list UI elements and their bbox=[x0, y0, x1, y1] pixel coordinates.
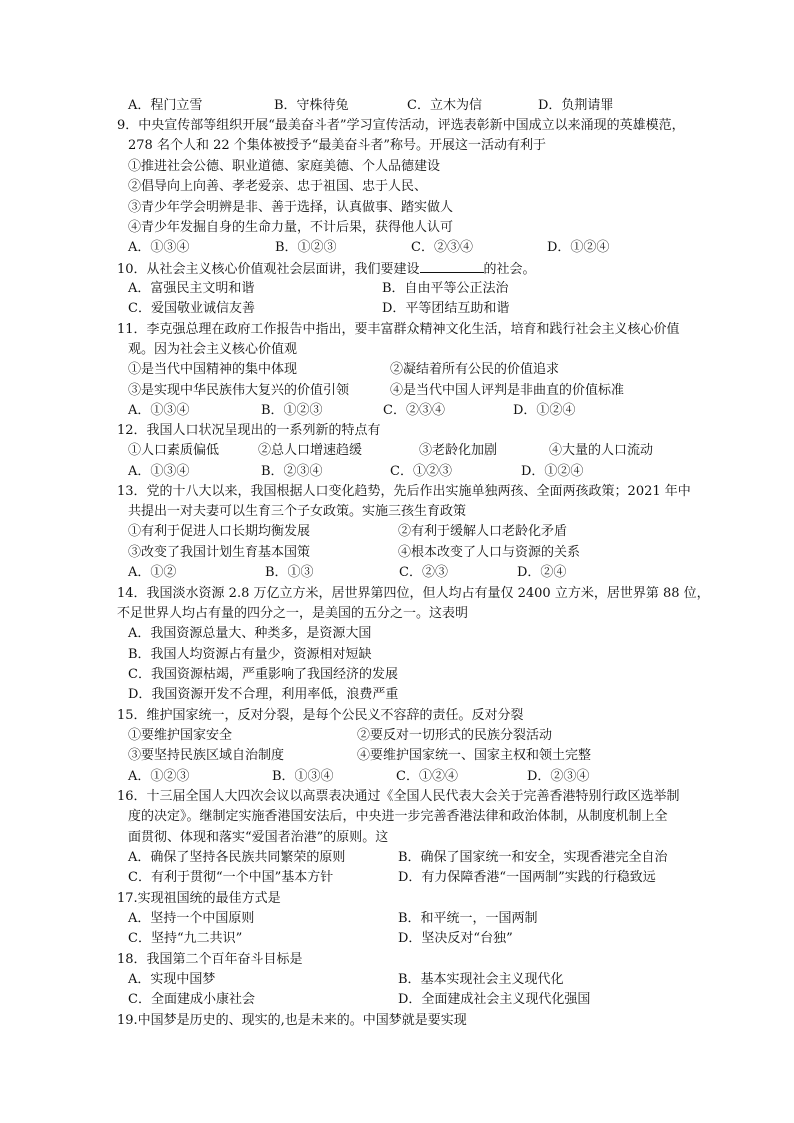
q13-option-d: D．②④ bbox=[517, 565, 567, 580]
q11-item-2: ②凝结着所有公民的价值追求 bbox=[390, 362, 560, 377]
q12-option-a: A．①③④ bbox=[128, 464, 190, 479]
q9-item-3: ③青少年学会明辨是非、善于选择，认真做事、踏实做人 bbox=[128, 200, 454, 215]
q17-options-row-1 bbox=[128, 909, 748, 928]
q14-option-a: A．我国资源总量大、种类多，是资源大国 bbox=[128, 626, 372, 641]
q18-options-row-1 bbox=[128, 970, 748, 989]
q11-item-1: ①是当代中国精神的集中体现 bbox=[128, 362, 298, 377]
q18-option-b: B．基本实现社会主义现代化 bbox=[398, 972, 564, 987]
q8-option-c: C．立木为信 bbox=[407, 98, 482, 113]
q18-stem: 18．我国第二个百年奋斗目标是 bbox=[117, 952, 303, 967]
q11-option-b: B．①②③ bbox=[261, 403, 323, 418]
q17-options-row-2 bbox=[128, 929, 748, 948]
q18-options-row-2 bbox=[128, 990, 748, 1009]
q14-stem-line-2: 不足世界人均占有量的四分之一，是美国的五分之一。这表明 bbox=[117, 606, 469, 621]
q19-stem: 19.中国梦是历史的、现实的,也是未来的。中国梦就是要实现 bbox=[117, 1013, 467, 1028]
q12-option-d: D．①②④ bbox=[521, 464, 584, 479]
q17-stem: 17.实现祖国统的最佳方式是 bbox=[117, 891, 281, 906]
q14-option-c: C．我国资源枯竭，严重影响了我国经济的发展 bbox=[128, 667, 398, 682]
q14-option-d: D．我国资源开发不合理，利用率低，浪费严重 bbox=[128, 687, 399, 702]
q13-items-row-2 bbox=[128, 543, 748, 562]
q18-option-c: C．全面建成小康社会 bbox=[128, 992, 255, 1007]
q13-item-3: ③改变了我国计划生育基本国策 bbox=[128, 545, 311, 560]
q12-item-2: ②总人口增速趋缓 bbox=[258, 443, 363, 458]
q13-item-4: ④根本改变了人口与资源的关系 bbox=[398, 545, 581, 560]
q15-option-d: D．②③④ bbox=[527, 769, 590, 784]
q18-option-d: D．全面建成社会主义现代化强国 bbox=[398, 992, 591, 1007]
q16-options-row-2 bbox=[128, 868, 748, 887]
q15-stem: 15．维护国家统一，反对分裂，是每个公民义不容辞的责任。反对分裂 bbox=[117, 708, 524, 723]
q15-option-b: B．①③④ bbox=[272, 769, 334, 784]
q13-stem-line-1: 13．党的十八大以来，我国根据人口变化趋势，先后作出实施单独两孩、全面两孩政策；2021 年中 bbox=[117, 484, 691, 499]
q12-stem: 12．我国人口状况呈现出的一系列新的特点有 bbox=[117, 423, 381, 438]
q16-option-a: A．确保了坚持各民族共同繁荣的原则 bbox=[128, 850, 346, 865]
q11-option-a: A．①③④ bbox=[128, 403, 190, 418]
q9-stem-line-2: 278 名个人和 22 个集体被授予“最美奋斗者”称号。开展这一活动有利于 bbox=[128, 138, 547, 153]
q11-options bbox=[128, 401, 748, 420]
q16-option-b: B．确保了国家统一和安全，实现香港完全自治 bbox=[398, 850, 668, 865]
q13-option-a: A．①② bbox=[128, 565, 177, 580]
q12-item-4: ④大量的人口流动 bbox=[549, 443, 654, 458]
q16-stem-line-3: 面贯彻、体现和落实“爱国者治港”的原则。这 bbox=[128, 830, 389, 845]
q17-option-a: A．坚持一个中国原则 bbox=[128, 911, 255, 926]
q10-option-b: B．自由平等公正法治 bbox=[382, 281, 509, 296]
q10-options-row-2 bbox=[128, 299, 748, 318]
q15-item-1: ①要维护国家安全 bbox=[128, 728, 233, 743]
q13-option-b: B．①③ bbox=[265, 565, 314, 580]
q11-item-3: ③是实现中华民族伟大复兴的价值引领 bbox=[128, 383, 350, 398]
q12-options bbox=[128, 462, 748, 481]
q12-item-3: ③老龄化加剧 bbox=[419, 443, 498, 458]
q8-options bbox=[128, 96, 748, 115]
q11-option-c: C．②③④ bbox=[383, 403, 445, 418]
q13-item-2: ②有利于缓解人口老龄化矛盾 bbox=[398, 524, 568, 539]
q15-item-4: ④要维护国家统一、国家主权和领土完整 bbox=[357, 748, 592, 763]
q10-stem-before: 10．从社会主义核心价值观社会层面讲，我们要建设 bbox=[117, 262, 420, 277]
q15-option-a: A．①②③ bbox=[128, 769, 190, 784]
q16-option-d: D．有力保障香港“一国两制”实践的行稳致远 bbox=[398, 870, 656, 885]
q15-items-row-1 bbox=[128, 726, 748, 745]
q16-stem-line-1: 16．十三届全国人大四次会议以高票表决通过《全国人民代表大会关于完善香港特别行政区选举制 bbox=[117, 789, 680, 804]
q9-option-c: C．②③④ bbox=[411, 240, 473, 255]
q8-option-d: D．负荆请罪 bbox=[538, 98, 614, 113]
q15-option-c: C．①②④ bbox=[396, 769, 458, 784]
q14-stem-line-1: 14．我国淡水资源 2.8 万亿立方米，居世界第四位，但人均占有量仅 2400 立方米，居世界第 88 位， bbox=[117, 586, 710, 601]
q15-item-2: ②要反对一切形式的民族分裂活动 bbox=[357, 728, 553, 743]
q15-items-row-2 bbox=[128, 746, 748, 765]
q12-option-c: C．①②③ bbox=[390, 464, 452, 479]
q11-option-d: D．①②④ bbox=[513, 403, 576, 418]
q10-answer-blank bbox=[420, 259, 484, 273]
q10-stem-after: 的社会。 bbox=[483, 262, 536, 277]
q16-stem-line-2: 度的决定》。继制定实施香港国安法后，中央进一步完善香港法律和政治体制，从制度机制上全 bbox=[128, 809, 668, 824]
q8-option-a: A．程门立雪 bbox=[128, 98, 203, 113]
q9-option-d: D．①②④ bbox=[547, 240, 610, 255]
q9-options bbox=[128, 238, 748, 257]
q11-stem-line-2: 观。因为社会主义核心价值观 bbox=[128, 342, 298, 357]
q9-stem-line-1: 9．中央宣传部等组织开展“最美奋斗者”学习宣传活动，评选表彰新中国成立以来涌现的英雄模范， bbox=[117, 118, 685, 133]
q11-stem-line-1: 11．李克强总理在政府工作报告中指出，要丰富群众精神文化生活，培育和践行社会主义核心价值 bbox=[117, 322, 680, 337]
q13-option-c: C．②③ bbox=[399, 565, 448, 580]
q13-items-row-1 bbox=[128, 522, 748, 541]
q9-option-a: A．①③④ bbox=[128, 240, 190, 255]
q16-options-row-1 bbox=[128, 848, 748, 867]
q11-item-4: ④是当代中国人评判是非曲直的价值标准 bbox=[390, 383, 625, 398]
q10-option-a: A．富强民主文明和谐 bbox=[128, 281, 255, 296]
q9-item-2: ②倡导向上向善、孝老爱亲、忠于祖国、忠于人民、 bbox=[128, 179, 428, 194]
q15-item-3: ③要坚持民族区域自治制度 bbox=[128, 748, 285, 763]
q10-stem bbox=[117, 259, 536, 279]
q9-item-4: ④青少年发掘自身的生命力量，不计后果，获得他人认可 bbox=[128, 220, 454, 235]
q16-option-c: C．有利于贯彻“一个中国”基本方针 bbox=[128, 870, 334, 885]
q17-option-c: C．坚持“九二共识” bbox=[128, 931, 243, 946]
q17-option-d: D．坚决反对“台独” bbox=[398, 931, 513, 946]
q12-item-1: ①人口素质偏低 bbox=[128, 443, 220, 458]
q9-option-b: B．①②③ bbox=[275, 240, 337, 255]
q9-item-1: ①推进社会公德、职业道德、家庭美德、个人品德建设 bbox=[128, 159, 441, 174]
q14-option-b: B．我国人均资源占有量少，资源相对短缺 bbox=[128, 647, 372, 662]
q10-option-c: C．爱国敬业诚信友善 bbox=[128, 301, 255, 316]
q10-options-row-1 bbox=[128, 279, 748, 298]
q13-stem-line-2: 共提出一对夫妻可以生育三个子女政策。实施三孩生育政策 bbox=[128, 504, 467, 519]
q15-options bbox=[128, 767, 748, 786]
q17-option-b: B．和平统一，一国两制 bbox=[398, 911, 538, 926]
q11-items-row-1 bbox=[128, 360, 748, 379]
q13-item-1: ①有利于促进人口长期均衡发展 bbox=[128, 524, 311, 539]
q11-items-row-2 bbox=[128, 381, 748, 400]
q18-option-a: A．实现中国梦 bbox=[128, 972, 216, 987]
q13-options bbox=[128, 563, 748, 582]
q8-option-b: B．守株待兔 bbox=[274, 98, 349, 113]
q12-option-b: B．②③④ bbox=[261, 464, 323, 479]
q10-option-d: D．平等团结互助和谐 bbox=[382, 301, 510, 316]
q12-items bbox=[128, 441, 748, 460]
